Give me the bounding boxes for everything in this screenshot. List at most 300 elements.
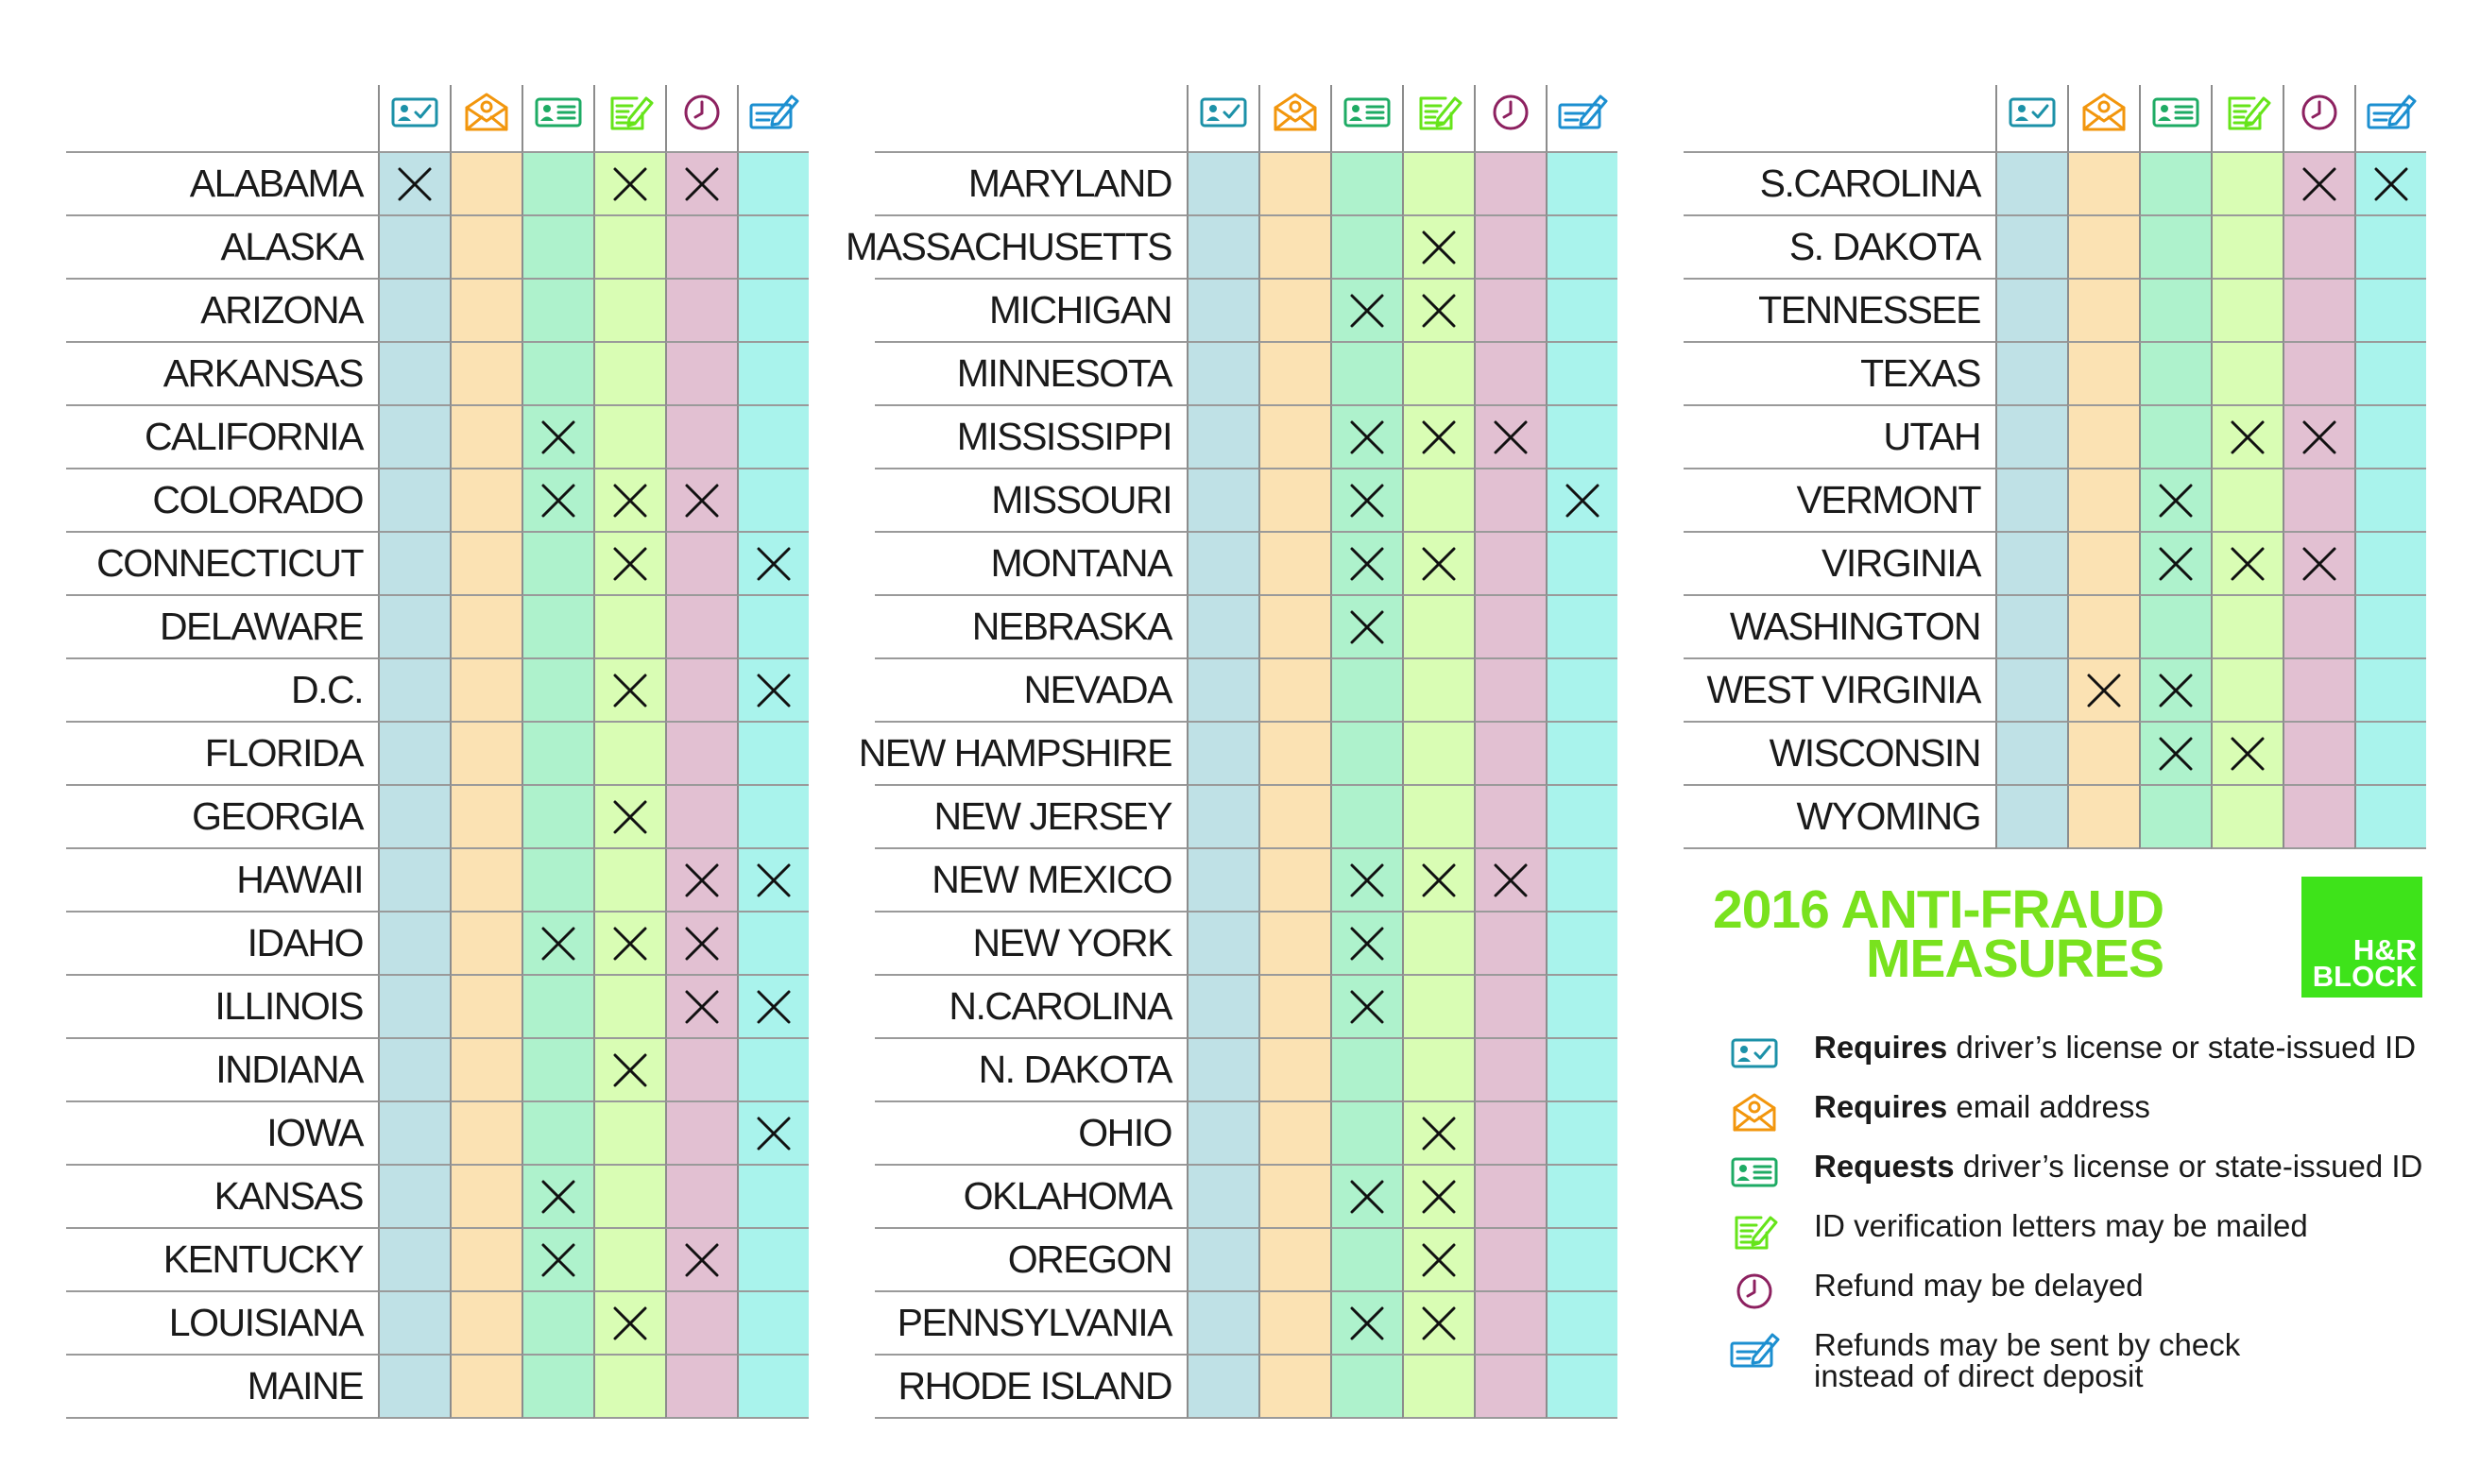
page-title bbox=[1606, 879, 2164, 989]
empty-cell bbox=[1258, 533, 1330, 596]
x-mark-cell bbox=[1402, 280, 1474, 343]
empty-cell bbox=[1995, 216, 2067, 280]
empty-cell bbox=[522, 153, 593, 216]
email-envelope-icon bbox=[1723, 1091, 1786, 1134]
empty-cell bbox=[1995, 280, 2067, 343]
header-blank bbox=[875, 85, 1187, 153]
state-name: WASHINGTON bbox=[1684, 596, 1995, 659]
x-mark-cell bbox=[1402, 406, 1474, 469]
x-mark-cell bbox=[737, 533, 809, 596]
empty-cell bbox=[2283, 216, 2354, 280]
empty-cell bbox=[737, 913, 809, 976]
x-mark-cell bbox=[1330, 280, 1402, 343]
empty-cell bbox=[2211, 343, 2283, 406]
empty-cell bbox=[1187, 849, 1258, 913]
id-card-list-icon bbox=[1723, 1151, 1786, 1194]
empty-cell bbox=[1474, 216, 1546, 280]
empty-cell bbox=[737, 1039, 809, 1102]
empty-cell bbox=[450, 216, 522, 280]
id-card-list-icon bbox=[522, 85, 593, 153]
empty-cell bbox=[522, 533, 593, 596]
legend-text bbox=[1814, 1270, 2144, 1301]
empty-cell bbox=[1187, 723, 1258, 786]
empty-cell bbox=[737, 1166, 809, 1229]
empty-cell bbox=[1330, 1356, 1402, 1419]
x-mark-cell bbox=[737, 849, 809, 913]
empty-cell bbox=[522, 723, 593, 786]
legend-desc: Refunds may be sent by check instead of direct deposit bbox=[1814, 1327, 2241, 1393]
empty-cell bbox=[1546, 659, 1617, 723]
empty-cell bbox=[1474, 596, 1546, 659]
empty-cell bbox=[1474, 723, 1546, 786]
x-mark-cell bbox=[1402, 849, 1474, 913]
empty-cell bbox=[2283, 786, 2354, 849]
empty-cell bbox=[2067, 533, 2139, 596]
empty-cell bbox=[378, 913, 450, 976]
legend-item bbox=[1723, 1270, 2422, 1329]
empty-cell bbox=[2354, 469, 2426, 533]
empty-cell bbox=[1258, 280, 1330, 343]
empty-cell bbox=[1258, 1102, 1330, 1166]
empty-cell bbox=[522, 1039, 593, 1102]
id-card-check-icon bbox=[1187, 85, 1258, 153]
x-mark-cell bbox=[2283, 406, 2354, 469]
x-mark-cell bbox=[665, 469, 737, 533]
empty-cell bbox=[1330, 216, 1402, 280]
empty-cell bbox=[450, 913, 522, 976]
empty-cell bbox=[665, 1102, 737, 1166]
empty-cell bbox=[1474, 469, 1546, 533]
empty-cell bbox=[1187, 913, 1258, 976]
empty-cell bbox=[2354, 786, 2426, 849]
state-name: OKLAHOMA bbox=[875, 1166, 1187, 1229]
empty-cell bbox=[522, 976, 593, 1039]
empty-cell bbox=[1546, 1292, 1617, 1356]
empty-cell bbox=[593, 280, 665, 343]
empty-cell bbox=[1258, 1039, 1330, 1102]
legend-desc: email address bbox=[1947, 1089, 2150, 1124]
x-mark-cell bbox=[2139, 659, 2211, 723]
empty-cell bbox=[737, 153, 809, 216]
empty-cell bbox=[2139, 153, 2211, 216]
x-mark-cell bbox=[1330, 849, 1402, 913]
empty-cell bbox=[450, 533, 522, 596]
letter-pencil-icon bbox=[1723, 1210, 1786, 1254]
empty-cell bbox=[1546, 343, 1617, 406]
x-mark-cell bbox=[593, 786, 665, 849]
empty-cell bbox=[1330, 1039, 1402, 1102]
empty-cell bbox=[1187, 533, 1258, 596]
empty-cell bbox=[1258, 1356, 1330, 1419]
legend-item bbox=[1723, 1151, 2422, 1210]
empty-cell bbox=[450, 1229, 522, 1292]
empty-cell bbox=[2354, 343, 2426, 406]
empty-cell bbox=[1402, 469, 1474, 533]
empty-cell bbox=[450, 1102, 522, 1166]
empty-cell bbox=[665, 786, 737, 849]
state-name: CONNECTICUT bbox=[66, 533, 378, 596]
empty-cell bbox=[1546, 533, 1617, 596]
empty-cell bbox=[1546, 723, 1617, 786]
empty-cell bbox=[1330, 1102, 1402, 1166]
empty-cell bbox=[737, 786, 809, 849]
id-card-check-icon bbox=[1995, 85, 2067, 153]
empty-cell bbox=[737, 1292, 809, 1356]
state-name: MAINE bbox=[66, 1356, 378, 1419]
x-mark-cell bbox=[1402, 1102, 1474, 1166]
empty-cell bbox=[593, 343, 665, 406]
empty-cell bbox=[593, 1166, 665, 1229]
legend-desc: ID verification letters may be mailed bbox=[1814, 1208, 2308, 1243]
empty-cell bbox=[1187, 153, 1258, 216]
empty-cell bbox=[378, 533, 450, 596]
empty-cell bbox=[1187, 343, 1258, 406]
empty-cell bbox=[378, 1356, 450, 1419]
empty-cell bbox=[2067, 216, 2139, 280]
state-name: S.CAROLINA bbox=[1684, 153, 1995, 216]
state-name: MISSISSIPPI bbox=[875, 406, 1187, 469]
x-mark-cell bbox=[2283, 153, 2354, 216]
empty-cell bbox=[2354, 280, 2426, 343]
state-name: DELAWARE bbox=[66, 596, 378, 659]
empty-cell bbox=[2354, 216, 2426, 280]
empty-cell bbox=[1330, 723, 1402, 786]
empty-cell bbox=[1258, 596, 1330, 659]
x-mark-cell bbox=[522, 1229, 593, 1292]
id-card-list-icon bbox=[2139, 85, 2211, 153]
state-name: VERMONT bbox=[1684, 469, 1995, 533]
empty-cell bbox=[1258, 849, 1330, 913]
empty-cell bbox=[1995, 723, 2067, 786]
empty-cell bbox=[378, 343, 450, 406]
state-name: KANSAS bbox=[66, 1166, 378, 1229]
empty-cell bbox=[2283, 723, 2354, 786]
empty-cell bbox=[378, 1292, 450, 1356]
check-pen-icon bbox=[737, 85, 809, 153]
empty-cell bbox=[665, 596, 737, 659]
id-card-check-icon bbox=[378, 85, 450, 153]
empty-cell bbox=[378, 976, 450, 1039]
empty-cell bbox=[1258, 723, 1330, 786]
empty-cell bbox=[665, 1039, 737, 1102]
state-name: FLORIDA bbox=[66, 723, 378, 786]
empty-cell bbox=[1474, 1102, 1546, 1166]
empty-cell bbox=[2067, 723, 2139, 786]
empty-cell bbox=[1474, 1039, 1546, 1102]
empty-cell bbox=[1187, 1102, 1258, 1166]
x-mark-cell bbox=[665, 913, 737, 976]
empty-cell bbox=[1474, 659, 1546, 723]
empty-cell bbox=[1187, 1229, 1258, 1292]
empty-cell bbox=[1330, 659, 1402, 723]
id-card-list-icon bbox=[1330, 85, 1402, 153]
empty-cell bbox=[1995, 596, 2067, 659]
empty-cell bbox=[737, 1229, 809, 1292]
empty-cell bbox=[2211, 153, 2283, 216]
empty-cell bbox=[665, 723, 737, 786]
empty-cell bbox=[1995, 786, 2067, 849]
empty-cell bbox=[593, 1102, 665, 1166]
state-name: MISSOURI bbox=[875, 469, 1187, 533]
empty-cell bbox=[1258, 659, 1330, 723]
state-name: WYOMING bbox=[1684, 786, 1995, 849]
x-mark-cell bbox=[1402, 533, 1474, 596]
empty-cell bbox=[1402, 659, 1474, 723]
state-name: D.C. bbox=[66, 659, 378, 723]
empty-cell bbox=[522, 1356, 593, 1419]
empty-cell bbox=[2354, 596, 2426, 659]
empty-cell bbox=[1546, 1166, 1617, 1229]
x-mark-cell bbox=[1402, 1166, 1474, 1229]
empty-cell bbox=[1258, 216, 1330, 280]
empty-cell bbox=[378, 849, 450, 913]
empty-cell bbox=[593, 1356, 665, 1419]
empty-cell bbox=[522, 216, 593, 280]
empty-cell bbox=[1995, 659, 2067, 723]
x-mark-cell bbox=[1402, 1292, 1474, 1356]
empty-cell bbox=[665, 216, 737, 280]
empty-cell bbox=[2067, 406, 2139, 469]
state-name: NEVADA bbox=[875, 659, 1187, 723]
empty-cell bbox=[737, 406, 809, 469]
empty-cell bbox=[522, 659, 593, 723]
state-name: MARYLAND bbox=[875, 153, 1187, 216]
x-mark-cell bbox=[1330, 976, 1402, 1039]
empty-cell bbox=[450, 1166, 522, 1229]
empty-cell bbox=[1474, 280, 1546, 343]
x-mark-cell bbox=[1330, 596, 1402, 659]
x-mark-cell bbox=[1330, 1292, 1402, 1356]
legend-bold: Requests bbox=[1814, 1149, 1955, 1184]
state-name: OREGON bbox=[875, 1229, 1187, 1292]
legend-item bbox=[1723, 1032, 2422, 1091]
empty-cell bbox=[2211, 786, 2283, 849]
title-line-2: MEASURES bbox=[1865, 929, 2164, 989]
x-mark-cell bbox=[2067, 659, 2139, 723]
empty-cell bbox=[2139, 596, 2211, 659]
x-mark-cell bbox=[665, 1229, 737, 1292]
empty-cell bbox=[1258, 153, 1330, 216]
empty-cell bbox=[2354, 406, 2426, 469]
empty-cell bbox=[1187, 1292, 1258, 1356]
empty-cell bbox=[450, 786, 522, 849]
empty-cell bbox=[593, 849, 665, 913]
empty-cell bbox=[737, 216, 809, 280]
letter-pencil-icon bbox=[1402, 85, 1474, 153]
empty-cell bbox=[1330, 1229, 1402, 1292]
empty-cell bbox=[522, 280, 593, 343]
legend-text bbox=[1814, 1210, 2308, 1241]
empty-cell bbox=[522, 1102, 593, 1166]
empty-cell bbox=[1546, 1356, 1617, 1419]
empty-cell bbox=[1546, 406, 1617, 469]
state-name: ARKANSAS bbox=[66, 343, 378, 406]
legend bbox=[1723, 1030, 2423, 1393]
empty-cell bbox=[1258, 469, 1330, 533]
letter-pencil-icon bbox=[593, 85, 665, 153]
empty-cell bbox=[737, 723, 809, 786]
empty-cell bbox=[450, 153, 522, 216]
legend-text bbox=[1814, 1329, 2343, 1391]
empty-cell bbox=[2211, 659, 2283, 723]
empty-cell bbox=[1187, 1166, 1258, 1229]
email-envelope-icon bbox=[450, 85, 522, 153]
state-name: RHODE ISLAND bbox=[875, 1356, 1187, 1419]
x-mark-cell bbox=[378, 153, 450, 216]
empty-cell bbox=[2211, 596, 2283, 659]
empty-cell bbox=[1546, 1039, 1617, 1102]
empty-cell bbox=[2067, 153, 2139, 216]
empty-cell bbox=[2139, 216, 2211, 280]
state-name: UTAH bbox=[1684, 406, 1995, 469]
states-table-2 bbox=[846, 85, 1619, 1419]
x-mark-cell bbox=[593, 153, 665, 216]
x-mark-cell bbox=[2211, 723, 2283, 786]
x-mark-cell bbox=[593, 533, 665, 596]
x-mark-cell bbox=[1546, 469, 1617, 533]
x-mark-cell bbox=[2211, 533, 2283, 596]
check-pen-icon bbox=[1546, 85, 1617, 153]
state-name: TEXAS bbox=[1684, 343, 1995, 406]
x-mark-cell bbox=[522, 406, 593, 469]
x-mark-cell bbox=[737, 659, 809, 723]
empty-cell bbox=[1474, 1292, 1546, 1356]
empty-cell bbox=[1402, 1356, 1474, 1419]
state-name: HAWAII bbox=[66, 849, 378, 913]
empty-cell bbox=[1546, 1102, 1617, 1166]
empty-cell bbox=[1187, 469, 1258, 533]
state-name: S. DAKOTA bbox=[1684, 216, 1995, 280]
empty-cell bbox=[1995, 153, 2067, 216]
x-mark-cell bbox=[522, 913, 593, 976]
empty-cell bbox=[2283, 469, 2354, 533]
empty-cell bbox=[1258, 1292, 1330, 1356]
empty-cell bbox=[450, 976, 522, 1039]
empty-cell bbox=[737, 280, 809, 343]
empty-cell bbox=[450, 1039, 522, 1102]
x-mark-cell bbox=[2211, 406, 2283, 469]
empty-cell bbox=[1995, 406, 2067, 469]
states-table-1 bbox=[66, 85, 811, 1419]
state-name: PENNSYLVANIA bbox=[875, 1292, 1187, 1356]
state-name: INDIANA bbox=[66, 1039, 378, 1102]
state-name: WISCONSIN bbox=[1684, 723, 1995, 786]
empty-cell bbox=[522, 343, 593, 406]
clock-delay-icon bbox=[1474, 85, 1546, 153]
x-mark-cell bbox=[665, 976, 737, 1039]
x-mark-cell bbox=[2139, 469, 2211, 533]
empty-cell bbox=[1258, 786, 1330, 849]
states-table-3 bbox=[1684, 85, 2428, 849]
state-name: N. DAKOTA bbox=[875, 1039, 1187, 1102]
x-mark-cell bbox=[1330, 406, 1402, 469]
legend-desc: driver’s license or state-issued ID bbox=[1954, 1149, 2423, 1184]
x-mark-cell bbox=[1330, 533, 1402, 596]
empty-cell bbox=[450, 849, 522, 913]
state-name: ALABAMA bbox=[66, 153, 378, 216]
empty-cell bbox=[1546, 280, 1617, 343]
email-envelope-icon bbox=[1258, 85, 1330, 153]
letter-pencil-icon bbox=[2211, 85, 2283, 153]
empty-cell bbox=[450, 280, 522, 343]
x-mark-cell bbox=[1402, 216, 1474, 280]
empty-cell bbox=[1402, 153, 1474, 216]
legend-text bbox=[1814, 1151, 2422, 1182]
empty-cell bbox=[378, 723, 450, 786]
empty-cell bbox=[1546, 1229, 1617, 1292]
state-name: MINNESOTA bbox=[875, 343, 1187, 406]
empty-cell bbox=[1474, 913, 1546, 976]
x-mark-cell bbox=[593, 1039, 665, 1102]
state-name: NEBRASKA bbox=[875, 596, 1187, 659]
empty-cell bbox=[1546, 786, 1617, 849]
empty-cell bbox=[450, 1356, 522, 1419]
x-mark-cell bbox=[593, 1292, 665, 1356]
empty-cell bbox=[1187, 280, 1258, 343]
email-envelope-icon bbox=[2067, 85, 2139, 153]
legend-text bbox=[1814, 1032, 2416, 1063]
empty-cell bbox=[1258, 343, 1330, 406]
state-name: ALASKA bbox=[66, 216, 378, 280]
empty-cell bbox=[1187, 786, 1258, 849]
empty-cell bbox=[450, 723, 522, 786]
x-mark-cell bbox=[665, 153, 737, 216]
state-name: LOUISIANA bbox=[66, 1292, 378, 1356]
x-mark-cell bbox=[2354, 153, 2426, 216]
empty-cell bbox=[1995, 533, 2067, 596]
state-name: MASSACHUSETTS bbox=[875, 216, 1187, 280]
state-name: VIRGINIA bbox=[1684, 533, 1995, 596]
x-mark-cell bbox=[737, 976, 809, 1039]
empty-cell bbox=[1402, 723, 1474, 786]
empty-cell bbox=[1474, 1356, 1546, 1419]
empty-cell bbox=[378, 596, 450, 659]
x-mark-cell bbox=[665, 849, 737, 913]
empty-cell bbox=[2283, 280, 2354, 343]
empty-cell bbox=[2067, 469, 2139, 533]
empty-cell bbox=[665, 406, 737, 469]
state-name: MONTANA bbox=[875, 533, 1187, 596]
x-mark-cell bbox=[2139, 723, 2211, 786]
empty-cell bbox=[1402, 343, 1474, 406]
check-pen-icon bbox=[2354, 85, 2426, 153]
empty-cell bbox=[1402, 913, 1474, 976]
empty-cell bbox=[378, 1229, 450, 1292]
logo-line-1: H&R bbox=[2352, 933, 2417, 966]
x-mark-cell bbox=[737, 1102, 809, 1166]
clock-delay-icon bbox=[2283, 85, 2354, 153]
x-mark-cell bbox=[1330, 469, 1402, 533]
empty-cell bbox=[737, 596, 809, 659]
empty-cell bbox=[665, 1292, 737, 1356]
empty-cell bbox=[1402, 786, 1474, 849]
title-line-1: 2016 ANTI-FRAUD bbox=[1713, 879, 2164, 940]
empty-cell bbox=[1187, 1356, 1258, 1419]
empty-cell bbox=[378, 659, 450, 723]
legend-item bbox=[1723, 1091, 2422, 1151]
empty-cell bbox=[665, 1356, 737, 1419]
empty-cell bbox=[378, 786, 450, 849]
empty-cell bbox=[378, 280, 450, 343]
empty-cell bbox=[593, 1229, 665, 1292]
empty-cell bbox=[2283, 596, 2354, 659]
empty-cell bbox=[450, 469, 522, 533]
empty-cell bbox=[450, 343, 522, 406]
empty-cell bbox=[2139, 406, 2211, 469]
empty-cell bbox=[522, 849, 593, 913]
empty-cell bbox=[2211, 216, 2283, 280]
empty-cell bbox=[1546, 596, 1617, 659]
